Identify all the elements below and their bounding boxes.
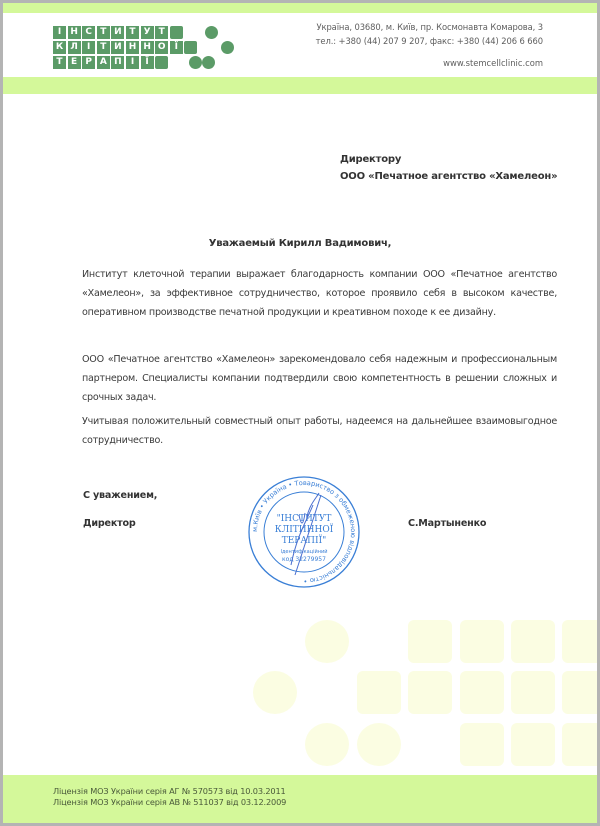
top-green-band <box>3 3 597 13</box>
decor-square <box>460 723 504 766</box>
decor-square <box>562 671 597 714</box>
logo-letter-tile: К <box>53 41 66 54</box>
logo-letter-tile: І <box>82 41 95 54</box>
logo-letter-tile: Н <box>68 26 81 39</box>
decor-circle <box>305 620 349 663</box>
logo-letter-tile: Т <box>126 26 139 39</box>
logo-letter-tile: С <box>82 26 95 39</box>
recipient-block <box>340 151 557 185</box>
logo-letter-tile: І <box>53 26 66 39</box>
logo-letter-tile: О <box>155 41 168 54</box>
logo-dot <box>221 41 234 54</box>
logo-letter-tile: У <box>141 26 154 39</box>
recipient-title: Директору <box>340 154 402 165</box>
logo-dot <box>205 26 218 39</box>
logo-letter-tile: Т <box>97 41 110 54</box>
signer-name: С.Мартыненко <box>408 518 487 529</box>
address-block <box>316 21 543 48</box>
official-stamp <box>247 475 361 589</box>
stamp-outer-textpath: м.Київ • Україна • Товариство з обмеженою відповідальністю • <box>250 478 358 586</box>
logo-square-tile <box>155 56 168 69</box>
logo-letter-tile: Т <box>155 26 168 39</box>
logo-letter-tile: Н <box>126 41 139 54</box>
decor-square <box>511 620 555 663</box>
logo-letter-tile: И <box>111 41 124 54</box>
decor-square <box>408 671 452 714</box>
institute-logo <box>53 26 253 72</box>
decor-square <box>357 671 401 714</box>
stamp-center-line-1: "ІНСТИТУТ <box>276 514 332 524</box>
paragraph-2: ООО «Печатное агентство «Хамелеон» зарекомендовало себя надежным и профессиональным партнером. Специалисты компании подтвердили свою компетентность в решении сложных и срочных задач. <box>82 354 557 403</box>
decor-square <box>408 620 452 663</box>
logo-square-tile <box>170 26 183 39</box>
logo-letter-tile: Е <box>68 56 81 69</box>
logo-letter-tile: А <box>97 56 110 69</box>
stamp-center-line-2: КЛІТИННОЇ <box>274 525 334 535</box>
website-link[interactable]: www.stemcellclinic.com <box>443 58 543 68</box>
logo-letter-tile: Т <box>97 26 110 39</box>
logo-letter-tile: П <box>111 56 124 69</box>
salutation: Уважаемый Кирилл Вадимович, <box>208 238 392 249</box>
logo-dot <box>189 56 202 69</box>
logo-square-tile <box>184 41 197 54</box>
logo-letter-tile: Ї <box>141 56 154 69</box>
decor-square <box>562 723 597 766</box>
decor-circle <box>253 671 297 714</box>
decor-circle <box>357 723 401 766</box>
stamp-id-code: код 32279957 <box>282 556 326 563</box>
logo-dot <box>202 56 215 69</box>
logo-letter-tile: Н <box>141 41 154 54</box>
license-block <box>53 786 286 807</box>
decor-square <box>460 620 504 663</box>
license-line-2: Ліцензія МОЗ України серія АВ № 511037 від 03.12.2009 <box>53 796 287 807</box>
logo-letter-tile: Л <box>68 41 81 54</box>
decor-circle <box>305 723 349 766</box>
logo-letter-tile: Т <box>53 56 66 69</box>
logo-letter-tile: Ї <box>170 41 183 54</box>
decor-square <box>460 671 504 714</box>
letter-page <box>3 3 597 823</box>
stamp-center-line-3: ТЕРАПІЇ" <box>281 536 327 546</box>
signer-position: Директор <box>83 518 136 529</box>
logo-letter-tile: И <box>111 26 124 39</box>
recipient-company: ООО «Печатное агентство «Хамелеон» <box>340 171 558 182</box>
stamp-id-label: Ідентифікаційний <box>280 549 328 555</box>
paragraph-3: Учитывая положительный совместный опыт работы, надеемся на дальнейшее взаимовыгодное сотрудничество. <box>82 416 557 446</box>
logo-letter-tile: Р <box>82 56 95 69</box>
decor-square <box>562 620 597 663</box>
phone-fax-line: тел.: +380 (44) 207 9 207, факс: +380 (44) 206 6 660 <box>315 35 543 46</box>
paragraph-1: Институт клеточной терапии выражает благодарность компании ООО «Печатное агентство «Хамелеон», за эффективное сотрудничество, которое проявило себя в высоком качестве, оперативном производстве печатной продукции и креативном походе к ее дизайну. <box>82 269 557 318</box>
logo-letter-tile: І <box>126 56 139 69</box>
decor-square <box>511 723 555 766</box>
closing: С уважением, <box>83 490 158 501</box>
header-green-band <box>3 77 597 94</box>
address-line: Україна, 03680, м. Київ, пр. Космонавта Комарова, 3 <box>316 22 543 32</box>
license-line-1: Ліцензія МОЗ України серія АГ № 570573 від 10.03.2011 <box>53 786 286 796</box>
decor-square <box>511 671 555 714</box>
